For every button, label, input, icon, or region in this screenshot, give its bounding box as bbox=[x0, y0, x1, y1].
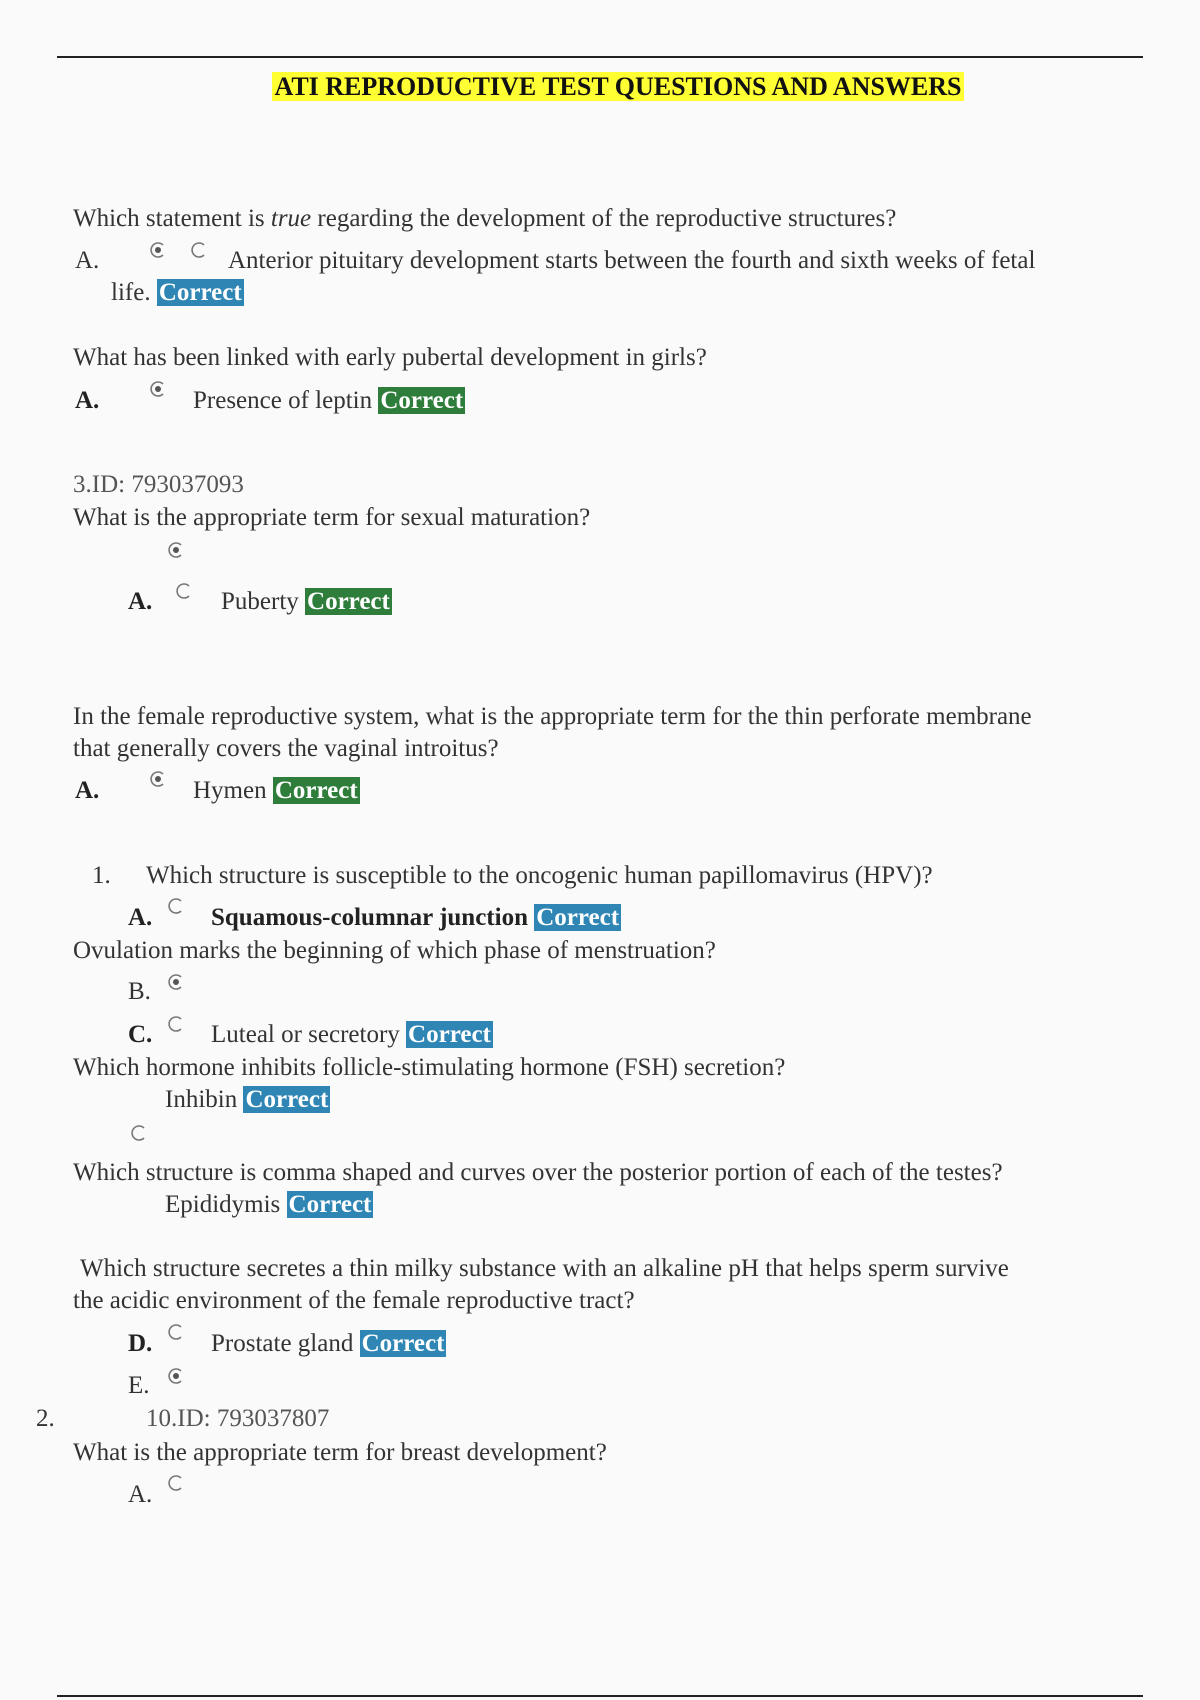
correct-badge: Correct bbox=[245, 1086, 329, 1113]
correct-badge: Correct bbox=[380, 387, 464, 414]
question-8-stem: Which structure is comma shaped and curves over the posterior portion of each of the testes? bbox=[73, 1159, 1003, 1186]
question-10-id: 10.ID: 793037807 bbox=[146, 1405, 330, 1432]
correct-badge: Correct bbox=[408, 1021, 491, 1048]
correct-badge: Correct bbox=[307, 588, 390, 615]
radio-empty-icon[interactable] bbox=[189, 240, 209, 260]
radio-empty-icon[interactable] bbox=[129, 1123, 149, 1143]
question-10-number: 2. bbox=[36, 1405, 55, 1432]
question-4-stem-continued: that generally covers the vaginal introitus? bbox=[73, 735, 499, 762]
question-4-answer: Hymen Correct bbox=[193, 777, 358, 804]
question-2-option-letter: A. bbox=[75, 387, 100, 414]
radio-selected-icon[interactable] bbox=[166, 1366, 186, 1386]
top-rule bbox=[57, 56, 1143, 58]
question-2-stem: What has been linked with early pubertal development in girls? bbox=[73, 344, 707, 371]
radio-empty-icon[interactable] bbox=[166, 1014, 186, 1034]
question-1-option-letter: A. bbox=[75, 247, 100, 274]
question-7-answer: Inhibin Correct bbox=[165, 1086, 329, 1113]
question-3-id: 3.ID: 793037093 bbox=[73, 471, 244, 498]
radio-selected-icon[interactable] bbox=[148, 769, 168, 789]
radio-empty-icon[interactable] bbox=[166, 1322, 186, 1342]
question-6-option-c-letter: C. bbox=[128, 1021, 153, 1048]
question-2-answer: Presence of leptin Correct bbox=[193, 387, 464, 414]
radio-empty-icon[interactable] bbox=[166, 896, 186, 916]
question-6-stem: Ovulation marks the beginning of which phase of menstruation? bbox=[73, 937, 716, 964]
question-4-stem: In the female reproductive system, what is the appropriate term for the thin perforate membrane bbox=[73, 703, 1032, 730]
radio-empty-icon[interactable] bbox=[174, 581, 194, 601]
question-7-stem: Which hormone inhibits follicle-stimulating hormone (FSH) secretion? bbox=[73, 1054, 786, 1081]
question-9-stem-continued: the acidic environment of the female reproductive tract? bbox=[73, 1287, 635, 1314]
question-9-option-e-letter: E. bbox=[128, 1372, 150, 1399]
question-1-answer: Anterior pituitary development starts between the fourth and sixth weeks of fetal bbox=[228, 247, 1036, 274]
question-6-option-b-letter: B. bbox=[128, 978, 151, 1005]
question-9-answer: Prostate gland Correct bbox=[211, 1330, 445, 1357]
radio-empty-icon[interactable] bbox=[166, 1473, 186, 1493]
question-5-number: 1. bbox=[92, 862, 111, 889]
question-3-stem: What is the appropriate term for sexual maturation? bbox=[73, 504, 591, 531]
bottom-rule bbox=[57, 1695, 1143, 1697]
correct-badge: Correct bbox=[274, 777, 358, 804]
question-5-answer: Squamous-columnar junction Correct bbox=[211, 904, 620, 931]
question-10-option-letter: A. bbox=[128, 1481, 153, 1508]
question-6-answer: Luteal or secretory Correct bbox=[211, 1021, 491, 1048]
question-3-answer: Puberty Correct bbox=[221, 588, 390, 615]
question-8-answer: Epididymis Correct bbox=[165, 1191, 372, 1218]
question-10-stem: What is the appropriate term for breast development? bbox=[73, 1439, 607, 1466]
radio-selected-icon[interactable] bbox=[166, 972, 186, 992]
question-1-answer-continued: life. Correct bbox=[111, 279, 242, 306]
question-4-option-letter: A. bbox=[75, 777, 100, 804]
question-1-stem: Which statement is true regarding the development of the reproductive structures? bbox=[73, 205, 897, 232]
question-3-option-letter: A. bbox=[128, 588, 153, 615]
question-9-option-d-letter: D. bbox=[128, 1330, 153, 1357]
correct-badge: Correct bbox=[361, 1330, 445, 1357]
question-5-option-letter: A. bbox=[128, 904, 153, 931]
correct-badge: Correct bbox=[158, 279, 242, 306]
correct-badge: Correct bbox=[536, 904, 620, 931]
question-9-stem: Which structure secretes a thin milky substance with an alkaline pH that helps sperm survive bbox=[80, 1255, 1009, 1282]
correct-badge: Correct bbox=[288, 1191, 372, 1218]
radio-selected-icon[interactable] bbox=[148, 379, 168, 399]
question-5-stem: Which structure is susceptible to the oncogenic human papillomavirus (HPV)? bbox=[146, 862, 933, 889]
page-title: ATI REPRODUCTIVE TEST QUESTIONS AND ANSWERS bbox=[274, 72, 962, 101]
radio-selected-icon[interactable] bbox=[148, 240, 168, 260]
radio-selected-icon[interactable] bbox=[166, 540, 186, 560]
